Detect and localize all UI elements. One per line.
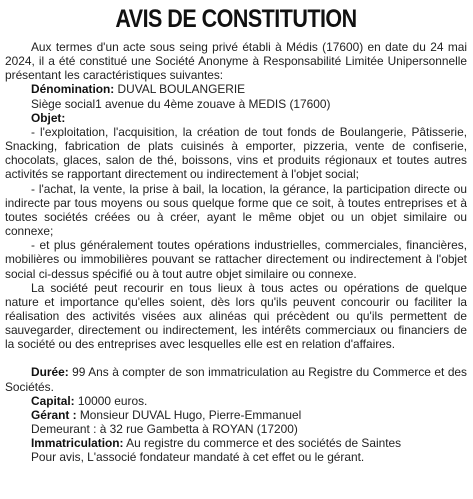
immatriculation-value: Au registre du commerce et des sociétés de Saintes: [123, 436, 402, 451]
gerant-value: Monsieur DUVAL Hugo, Pierre-Emmanuel: [76, 407, 302, 422]
objet-item-1: - l'exploitation, l'acquisition, la création de tout fonds de Boulangerie, Pâtisserie, Snacking, fabrication de plats cuisinés à emporter, pizzeria, vente de confiserie, chocolats, glaces, salon de thé, boissons, vins et produits régionaux et toutes autres activités se rapportant directement ou indirectement à l'objet social;: [5, 124, 467, 182]
objet-item-2: - l'achat, la vente, la prise à bail, la location, la gérance, la participation directe ou indirecte par tous moyens ou sous quelque forme que ce soit, à toutes entreprises et à toutes sociétés créées ou à créer, ayant le même objet ou un objet similaire ou connexe;: [5, 181, 467, 239]
objet-heading: [5, 111, 467, 125]
siege-line: Siège social1 avenue du 4ème zouave à MEDIS (17600): [31, 96, 331, 111]
denomination-value: DUVAL BOULANGERIE: [114, 82, 246, 97]
duree-line: [5, 365, 467, 393]
gerant-address: Demeurant : à 32 rue Gambetta à ROYAN (17200): [31, 422, 298, 437]
spacer: [5, 351, 467, 365]
objet-label: Objet: [31, 110, 62, 125]
denomination-label: Dénomination:: [31, 82, 115, 97]
immatriculation-label: Immatriculation:: [31, 436, 124, 451]
societe-paragraph: La société peut recourir en tous lieux à tous actes ou opérations de quelque nature et importance qu'elles soient, dès lors qu'ils peuvent concourir ou faciliter la réalisation des activités visées aux alinéas qui précèdent ou qu'ils permettent de sauvegarder, directement ou indirectement, les intérêts commerciaux ou financiers de la société ou des entreprises avec lesquelles elle est en relation d'affaires.: [5, 280, 467, 352]
objet-item-3: - et plus généralement toutes opérations industrielles, commerciales, financières, mobilières ou immobilières pouvant se rattacher directement ou indirectement à l'objet social ci-dessus spécifié ou à tout autre objet similaire ou connexe.: [5, 238, 467, 281]
gerant-label: Gérant :: [31, 407, 77, 422]
capital-line: [5, 394, 467, 408]
duree-value: 99 Ans à compter de son immatriculation au Registre du Commerce et des Sociétés.: [5, 365, 467, 394]
notice-title: AVIS DE CONSTITUTION: [115, 5, 357, 33]
pour-avis-line: Pour avis, L'associé fondateur mandaté à cet effet ou le gérant.: [31, 450, 365, 465]
immatriculation-line: [5, 436, 467, 450]
intro-paragraph: Aux termes d'un acte sous seing privé établi à Médis (17600) en date du 24 mai 2024, il a été constitué une Société Anonyme à Responsabilité Limitée Unipersonnelle présentant les caractéristiques suivantes:: [5, 40, 467, 83]
denomination-line: [5, 82, 467, 96]
gerant-line: [5, 408, 467, 422]
objet-label-colon: :: [61, 110, 66, 125]
capital-label: Capital:: [31, 393, 75, 408]
duree-label: Durée:: [31, 365, 69, 380]
capital-value: 10000 euros.: [74, 393, 148, 408]
